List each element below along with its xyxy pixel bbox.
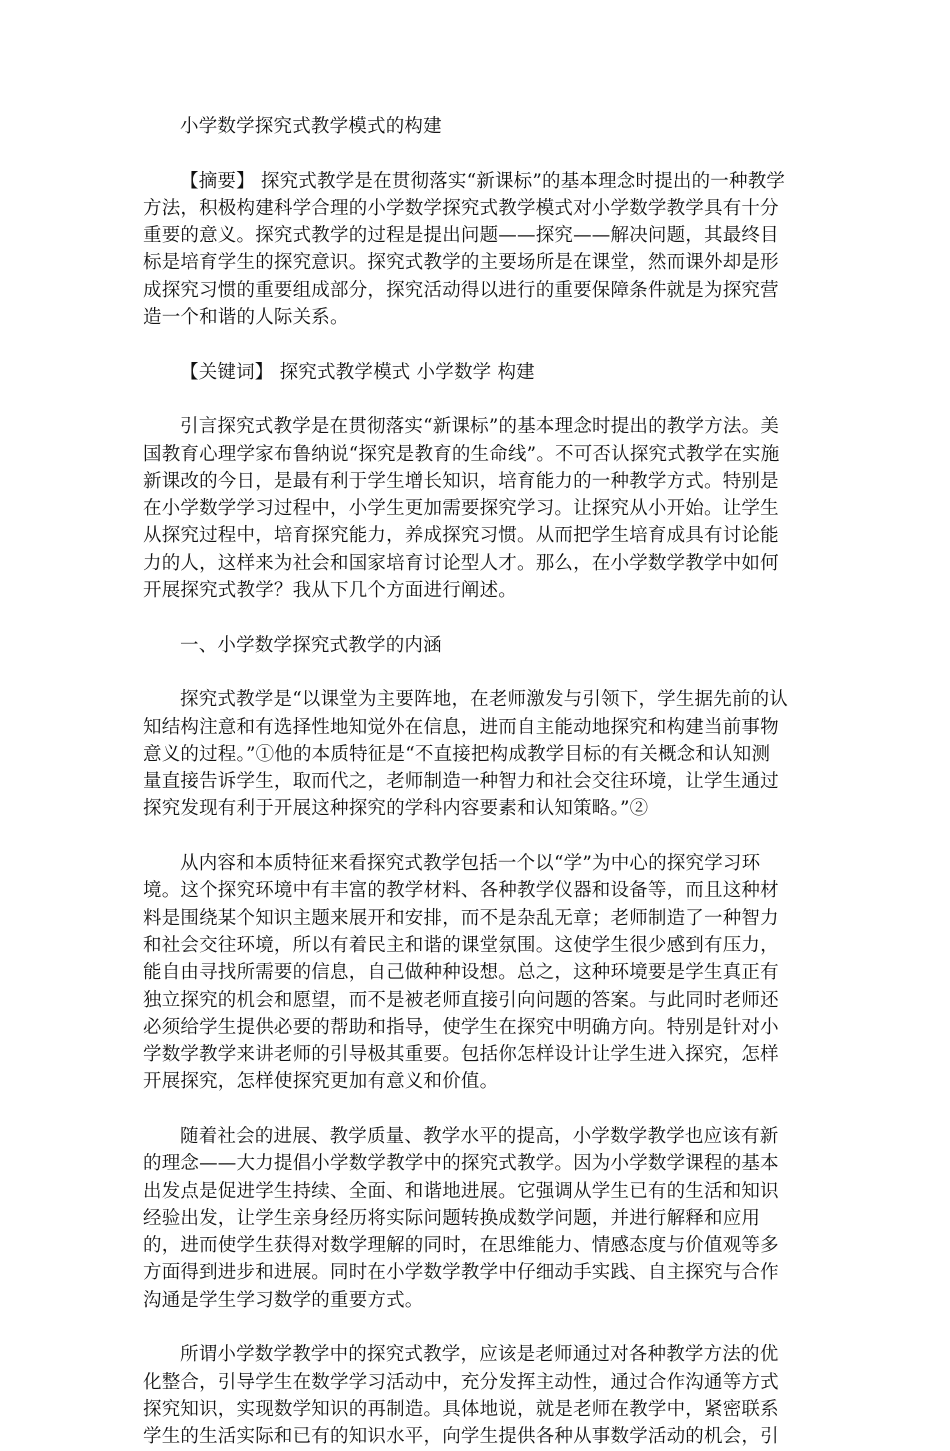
body-line: 料是围绕某个知识主题来展开和安排，而不是杂乱无章；老师制造了一种智力	[143, 907, 779, 929]
keywords-line: 【关键词】 探究式教学模式 小学数学 构建	[180, 361, 535, 383]
body-line: 探究发现有利于开展这种探究的学科内容要素和认知策略。”②	[143, 798, 649, 820]
intro-line: 从探究过程中，培育探究能力，养成探究习惯。从而把学生培育成具有讨论能	[143, 525, 779, 547]
body-line: 和社会交往环境，所以有着民主和谐的课堂氛围。这使学生很少感到有压力，	[143, 934, 779, 956]
body-line: 的理念——大力提倡小学数学教学中的探究式教学。因为小学数学课程的基本	[143, 1153, 779, 1175]
body-line: 必须给学生提供必要的帮助和指导，使学生在探究中明确方向。特别是针对小	[143, 1016, 779, 1038]
spacer	[143, 1096, 803, 1123]
body-line: 探究式教学是“以课堂为主要阵地，在老师激发与引领下，学生据先前的认	[180, 689, 789, 711]
body-line: 学数学教学来讲老师的引导极其重要。包括你怎样设计让学生进入探究，怎样	[143, 1044, 779, 1066]
document-title: 小学数学探究式教学模式的构建	[180, 116, 442, 137]
intro-line: 引言探究式教学是在贯彻落实“新课标”的基本理念时提出的教学方法。美	[180, 416, 780, 438]
spacer	[143, 823, 803, 850]
body-line: 意义的过程。”①他的本质特征是“不直接把构成教学目标的有关概念和认知测	[143, 743, 771, 765]
intro-line: 国教育心理学家布鲁纳说“探究是教育的生命线”。不可否认探究式教学在实施	[143, 443, 780, 465]
intro-line: 在小学数学学习过程中，小学生更加需要探究学习。让探究从小开始。让学生	[143, 498, 779, 520]
document-body	[143, 113, 803, 1451]
spacer	[143, 331, 803, 358]
abstract-line: 方法，积极构建科学合理的小学数学探究式教学模式对小学数学教学具有十分	[143, 197, 779, 219]
intro-paragraph	[143, 413, 803, 604]
body-line: 量直接告诉学生，取而代之，老师制造一种智力和社会交往环境，让学生通过	[143, 771, 779, 793]
body-line: 的，进而使学生获得对数学理解的同时，在思维能力、情感态度与价值观等多	[143, 1235, 779, 1257]
abstract-line: 造一个和谐的人际关系。	[143, 307, 349, 329]
body-line: 化整合，引导学生在数学学习活动中，充分发挥主动性，通过合作沟通等方式	[143, 1371, 779, 1393]
body-paragraph	[143, 1123, 803, 1314]
spacer	[143, 604, 803, 631]
body-line: 方面得到进步和进展。同时在小学数学教学中仔细动手实践、自主探究与合作	[143, 1262, 779, 1284]
body-line: 沟通是学生学习数学的重要方式。	[143, 1289, 424, 1311]
abstract-line: 标是培育学生的探究意识。探究式教学的主要场所是在课堂，然而课外却是形	[143, 252, 779, 274]
body-paragraph	[143, 850, 803, 1096]
body-line: 经验出发，让学生亲身经历将实际问题转换成数学问题，并进行解释和应用	[143, 1207, 761, 1229]
body-paragraph	[143, 686, 803, 822]
abstract-line: 成探究习惯的重要组成部分，探究活动得以进行的重要保障条件就是为探究营	[143, 279, 779, 301]
body-paragraph	[143, 1341, 803, 1450]
spacer	[143, 140, 803, 167]
body-line: 随着社会的进展、教学质量、教学水平的提高，小学数学教学也应该有新	[180, 1125, 779, 1147]
spacer	[143, 1314, 803, 1341]
intro-line: 力的人，这样来为社会和国家培育讨论型人才。那么，在小学数学教学中如何	[143, 552, 779, 574]
abstract-paragraph	[143, 168, 803, 332]
abstract-line: 【摘要】 探究式教学是在贯彻落实“新课标”的基本理念时提出的一种教学	[180, 170, 786, 192]
section-heading: 一、小学数学探究式教学的内涵	[180, 634, 442, 656]
spacer	[143, 386, 803, 413]
intro-line: 开展探究式教学？我从下几个方面进行阐述。	[143, 580, 518, 602]
body-line: 能自由寻找所需要的信息，自己做种种设想。总之，这种环境要是学生真正有	[143, 962, 779, 984]
body-line: 开展探究，怎样使探究更加有意义和价值。	[143, 1071, 499, 1093]
body-line: 境。这个探究环境中有丰富的教学材料、各种教学仪器和设备等，而且这种材	[143, 880, 779, 902]
body-line: 所谓小学数学教学中的探究式教学，应该是老师通过对各种教学方法的优	[180, 1344, 779, 1366]
body-line: 独立探究的机会和愿望，而不是被老师直接引向问题的答案。与此同时老师还	[143, 989, 779, 1011]
body-line: 出发点是促进学生持续、全面、和谐地进展。它强调从学生已有的生活和知识	[143, 1180, 779, 1202]
spacer	[143, 659, 803, 686]
body-line: 从内容和本质特征来看探究式教学包括一个以“学”为中心的探究学习环	[180, 853, 761, 875]
body-line: 探究知识，实现数学知识的再制造。具体地说，就是老师在教学中，紧密联系	[143, 1398, 779, 1420]
abstract-line: 重要的意义。探究式教学的过程是提出问题——探究——解决问题，其最终目	[143, 225, 779, 247]
body-line: 知结构注意和有选择性地知觉外在信息，进而自主能动地探究和构建当前事物	[143, 716, 779, 738]
body-line: 学生的生活实际和已有的知识水平，向学生提供各种从事数学活动的机会，引	[143, 1426, 779, 1448]
intro-line: 新课改的今日，是最有利于学生增长知识，培育能力的一种教学方式。特别是	[143, 470, 779, 492]
